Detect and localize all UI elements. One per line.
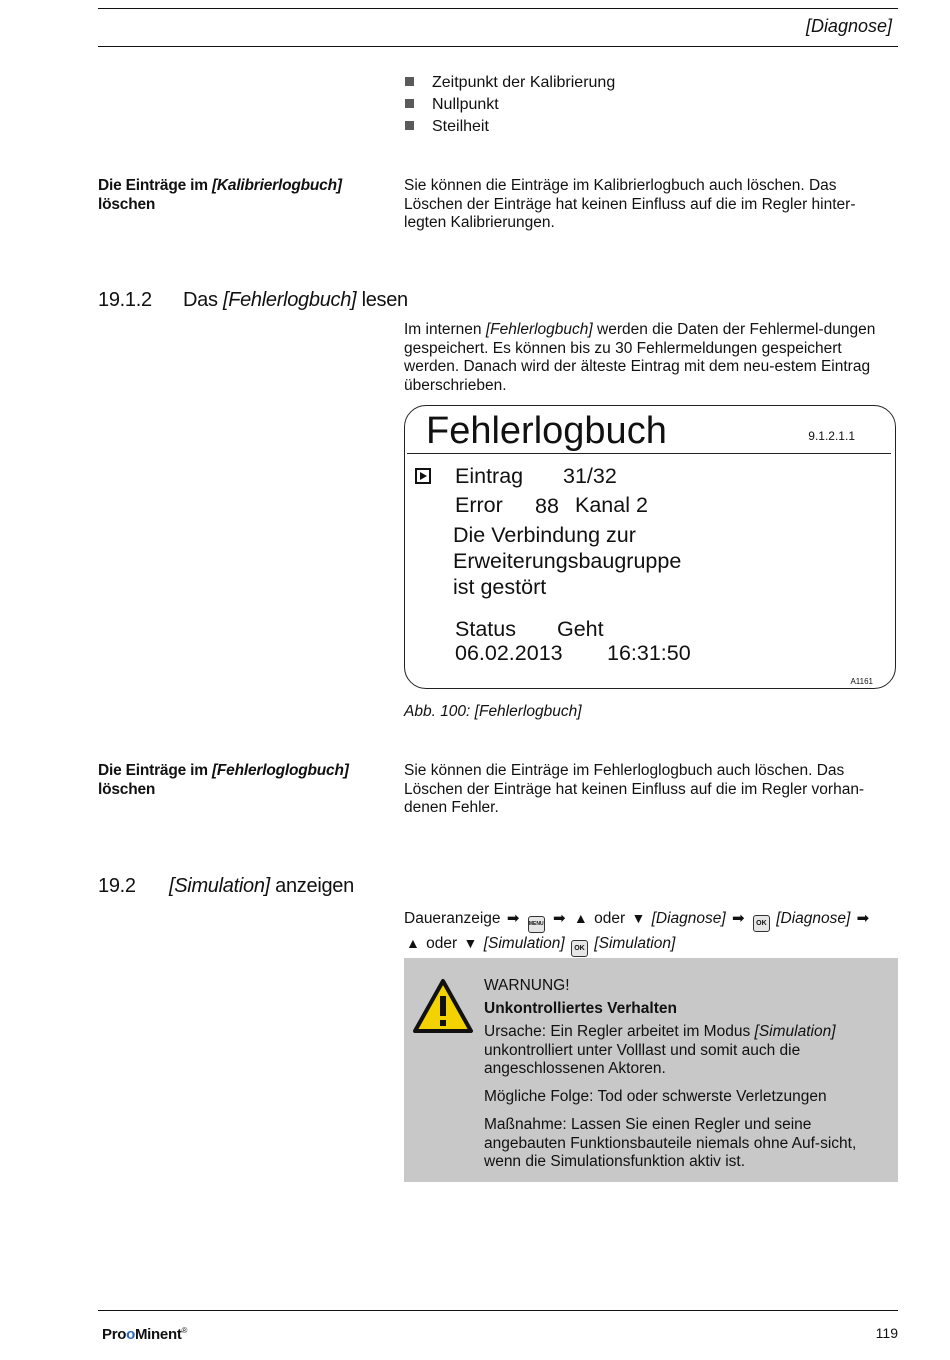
menu-number: 9.1.2.1.1 (808, 429, 855, 443)
ok-key-icon: OK (753, 915, 770, 932)
footer-rule (98, 1310, 898, 1311)
menu-key-icon: MENU (528, 916, 545, 933)
up-key-icon: ▲ (406, 935, 420, 951)
bullet-square-icon (405, 77, 414, 86)
warning-consequence: Mögliche Folge: Tod oder schwerste Verletzungen (484, 1088, 827, 1105)
bullet-square-icon (405, 121, 414, 130)
display-title: Fehlerlogbuch (426, 410, 667, 452)
section-title: [Simulation] anzeigen (169, 875, 354, 897)
figure-code: A1161 (850, 677, 873, 686)
error-label: Error (455, 493, 503, 517)
display-divider (407, 453, 891, 454)
entry-label: Eintrag (455, 464, 524, 488)
warning-measure: Maßnahme: Lassen Sie einen Regler und seine angebauten Funktionsbauteile niemals ohne Auf-sicht, wenn die Simulationsfunktion aktiv ist. (484, 1116, 857, 1170)
time-value: 16:31:50 (607, 641, 691, 665)
message-line: ist gestört (453, 575, 547, 599)
calib-delete-label: Die Einträge im [Kalibrierlogbuch] löschen (98, 177, 342, 213)
figure-caption: Abb. 100: [Fehlerlogbuch] (404, 703, 582, 720)
down-key-icon: ▼ (463, 935, 478, 951)
warning-box (404, 958, 898, 1182)
error-channel: Kanal 2 (575, 493, 648, 517)
section-title: Das [Fehlerlogbuch] lesen (183, 289, 408, 311)
list-item: Steilheit (405, 117, 489, 137)
cursor-arrow-icon (415, 468, 431, 484)
entry-value: 31/32 (563, 464, 617, 488)
arrow-right-icon: ➡ (506, 910, 520, 927)
list-item: Zeitpunkt der Kalibrierung (405, 73, 615, 93)
up-key-icon: ▲ (573, 910, 588, 926)
page-number: 119 (875, 1325, 898, 1341)
warning-triangle-icon (412, 978, 474, 1034)
status-value: Geht (557, 617, 604, 641)
brand-logo: ProoMinent® (102, 1326, 188, 1343)
navigation-path: Daueranzeige ➡ MENU ➡ ▲ oder ▼ [Diagnose] ➡ OK [Diagnose] ➡ ▲ oder ▼ [Simulation] OK [Simulation] (404, 908, 898, 957)
calib-delete-text: Sie können die Einträge im Kalibrierlogbuch auch löschen. Das Löschen der Einträge hat keinen Einfluss auf die im Regler hinter-legten Kalibrierungen. (404, 177, 856, 231)
top-rule (98, 8, 898, 9)
warning-subtitle: Unkontrolliertes Verhalten (484, 1000, 677, 1017)
arrow-right-icon: ➡ (732, 910, 745, 927)
bullet-square-icon (405, 99, 414, 108)
header-title: [Diagnose] (805, 16, 892, 36)
message-line: Die Verbindung zur (453, 523, 636, 547)
arrow-right-icon: ➡ (553, 910, 566, 927)
device-display (404, 405, 896, 689)
header-rule (98, 46, 898, 47)
down-key-icon: ▼ (631, 910, 646, 926)
arrow-right-icon: ➡ (856, 910, 870, 927)
brand-accent: o (126, 1326, 135, 1343)
section-number: 19.1.2 (98, 289, 152, 311)
warning-cause: Ursache: Ein Regler arbeitet im Modus [Simulation] unkontrolliert unter Volllast und somit auch die angeschlossenen Aktoren. (484, 1023, 836, 1077)
message-line: Erweiterungsbaugruppe (453, 549, 682, 573)
error-delete-text: Sie können die Einträge im Fehlerloglogbuch auch löschen. Das Löschen der Einträge hat keinen Einfluss auf die im Regler vorhan-denen Fehler. (404, 762, 865, 816)
error-code: 88 (535, 494, 559, 518)
ok-key-icon: OK (571, 940, 588, 957)
status-label: Status (455, 617, 516, 641)
date-value: 06.02.2013 (455, 641, 563, 665)
warning-title: WARNUNG! (484, 977, 570, 994)
list-item: Nullpunkt (405, 95, 499, 115)
section-number: 19.2 (98, 875, 136, 897)
section-intro: Im internen [Fehlerlogbuch] werden die Daten der Fehlermel-dungen gespeichert. Es können bis zu 30 Fehlermeldungen gespeichert werden. Danach wird der älteste Eintrag mit dem neu-estem Eintrag überschrieben. (404, 321, 876, 394)
error-delete-label: Die Einträge im [Fehlerloglogbuch] löschen (98, 762, 349, 798)
